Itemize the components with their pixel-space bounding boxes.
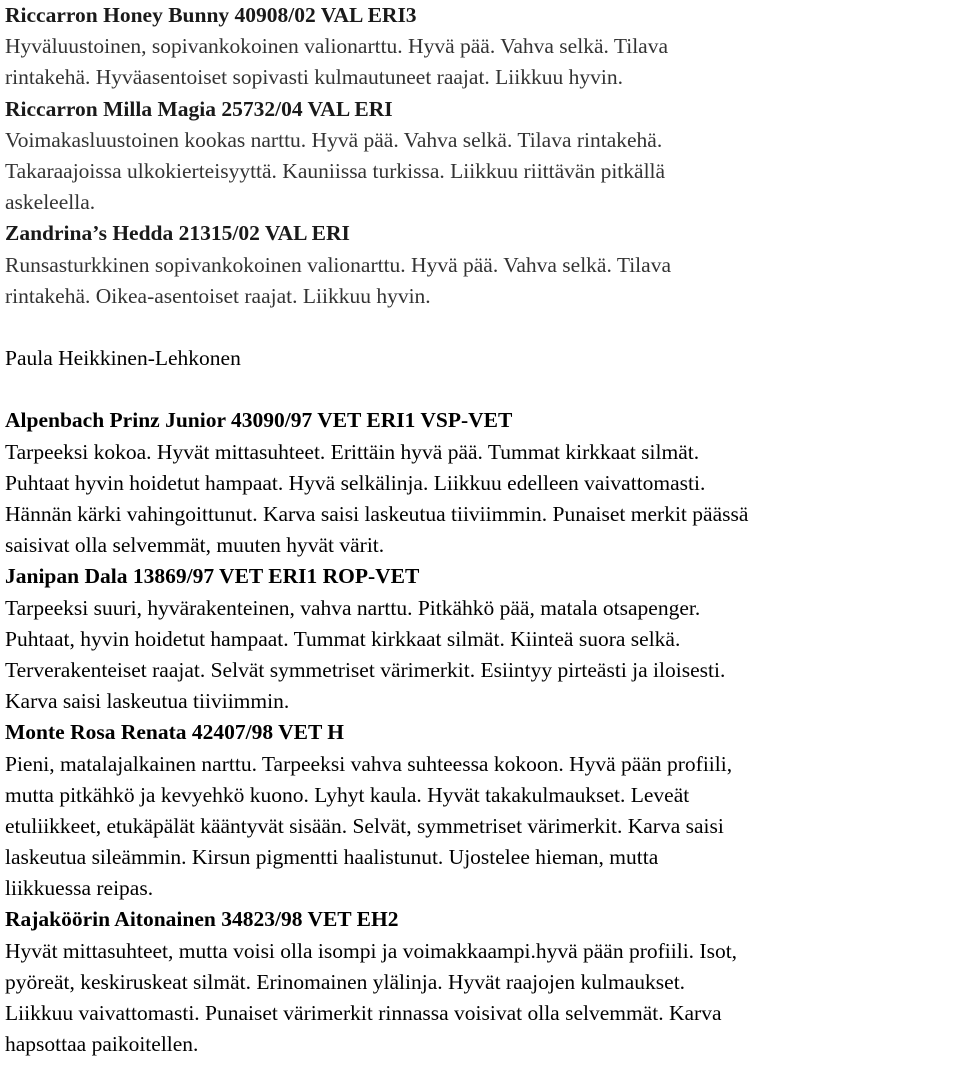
dog-entry [5, 904, 957, 1060]
dog-heading: Rajaköörin Aitonainen 34823/98 VET EH2 [5, 907, 399, 932]
dog-entry [5, 405, 957, 561]
critique-line: Takaraajoissa ulkokierteisyyttä. Kauniissa turkissa. Liikkuu riittävän pitkällä [5, 158, 666, 183]
critique-line: Runsasturkkinen sopivankokoinen valionarttu. Hyvä pää. Vahva selkä. Tilava [5, 252, 671, 277]
critique-line: rintakehä. Hyväasentoiset sopivasti kulmautuneet raajat. Liikkuu hyvin. [5, 65, 623, 90]
critique-line: pyöreät, keskiruskeat silmät. Erinomainen ylälinja. Hyvät raajojen kulmaukset. [5, 969, 686, 994]
critique-line: Voimakasluustoinen kookas narttu. Hyvä pää. Vahva selkä. Tilava rintakehä. [5, 127, 663, 152]
critique-line: Karva saisi laskeutua tiiviimmin. [5, 689, 290, 714]
spacer [5, 312, 957, 343]
dog-heading: Riccarron Honey Bunny 40908/02 VAL ERI3 [5, 3, 417, 27]
results-section-bottom [5, 405, 957, 1060]
critique-line: etuliikkeet, etukäpälät kääntyvät sisään. Selvät, symmetriset värimerkit. Karva saisi [5, 813, 724, 838]
critique-line: Puhtaat, hyvin hoidetut hampaat. Tummat kirkkaat silmät. Kiinteä suora selkä. [5, 626, 681, 651]
dog-entry [5, 218, 957, 312]
dog-entry [5, 0, 957, 94]
critique-line: Liikkuu vaivattomasti. Punaiset värimerkit rinnassa voisivat olla selvemmät. Karva [5, 1001, 722, 1025]
critique-line: Terverakenteiset raajat. Selvät symmetriset värimerkit. Esiintyy pirteästi ja iloisesti. [5, 657, 726, 682]
dog-heading: Alpenbach Prinz Junior 43090/97 VET ERI1 VSP-VET [5, 408, 513, 433]
document-page [5, 0, 957, 1060]
critique-line: Hännän kärki vahingoittunut. Karva saisi laskeutua tiiviimmin. Punaiset merkit päässä [5, 502, 749, 526]
dog-heading: Zandrina’s Hedda 21315/02 VAL ERI [5, 221, 350, 246]
critique-line: Hyvät mittasuhteet, mutta voisi olla isompi ja voimakkaampi.hyvä pään profiili. Isot, [5, 938, 738, 963]
critique-line: Hyväluustoinen, sopivankokoinen valionarttu. Hyvä pää. Vahva selkä. Tilava [5, 34, 669, 59]
critique-line: liikkuessa reipas. [5, 876, 154, 901]
critique-line: Pieni, matalajalkainen narttu. Tarpeeksi vahva suhteessa kokoon. Hyvä pään profiili, [5, 751, 733, 776]
dog-entry [5, 561, 957, 717]
judge-name: Paula Heikkinen-Lehkonen [5, 346, 241, 371]
critique-line: Tarpeeksi kokoa. Hyvät mittasuhteet. Erittäin hyvä pää. Tummat kirkkaat silmät. [5, 439, 700, 464]
critique-line: Tarpeeksi suuri, hyvärakenteinen, vahva narttu. Pitkähkö pää, matala otsapenger. [5, 595, 701, 620]
dog-heading: Janipan Dala 13869/97 VET ERI1 ROP-VET [5, 564, 420, 589]
critique-line: laskeutua sileämmin. Kirsun pigmentti haalistunut. Ujostelee hieman, mutta [5, 845, 659, 870]
dog-entry [5, 94, 957, 219]
critique-line: Puhtaat hyvin hoidetut hampaat. Hyvä selkälinja. Liikkuu edelleen vaivattomasti. [5, 470, 706, 495]
critique-line: mutta pitkähkö ja kevyehkö kuono. Lyhyt kaula. Hyvät takakulmaukset. Leveät [5, 782, 690, 807]
spacer [5, 374, 957, 405]
critique-line: saisivat olla selvemmät, muuten hyvät värit. [5, 533, 385, 558]
results-section-top [5, 0, 957, 312]
dog-heading: Riccarron Milla Magia 25732/04 VAL ERI [5, 96, 393, 121]
critique-line: askeleella. [5, 190, 96, 215]
dog-heading: Monte Rosa Renata 42407/98 VET H [5, 720, 345, 745]
dog-entry [5, 717, 957, 904]
critique-line: rintakehä. Oikea-asentoiset raajat. Liikkuu hyvin. [5, 283, 431, 308]
critique-line: hapsottaa paikoitellen. [5, 1032, 199, 1057]
